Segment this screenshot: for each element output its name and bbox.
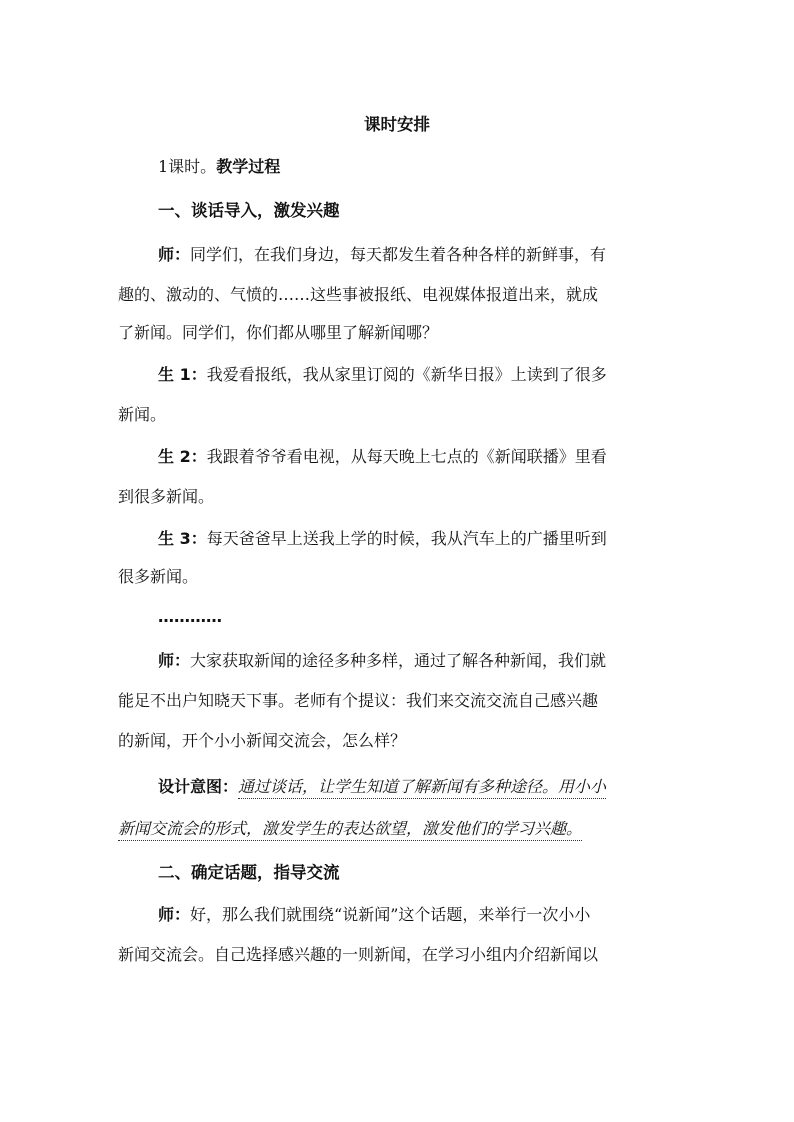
paragraph-text: 大家获取新闻的途径多种多样，通过了解各种新闻，我们就 bbox=[190, 651, 607, 670]
teacher1-line-3: 了新闻。同学们，你们都从哪里了解新闻哪？ bbox=[118, 323, 439, 342]
student2-line-1 bbox=[158, 446, 607, 468]
paragraph-text: 同学们，在我们身边，每天都发生着各种各样的新鲜事，有 bbox=[190, 245, 607, 264]
teacher2-line-3: 的新闻，开个小小新闻交流会，怎么样？ bbox=[118, 731, 407, 750]
design-intent-label: 设计意图： bbox=[158, 777, 239, 796]
section2-teacher-line-1 bbox=[158, 904, 590, 926]
paragraph-text: 我爱看报纸，我从家里订阅的《新华日报》上读到了很多 bbox=[206, 365, 607, 384]
teacher2-line-2: 能足不出户知晓天下事。老师有个提议：我们来交流交流自己感兴趣 bbox=[118, 691, 599, 710]
student1-line-2: 新闻。 bbox=[118, 405, 167, 424]
section2-heading: 二、确定话题，指导交流 bbox=[158, 863, 340, 882]
student3-line-1 bbox=[158, 528, 607, 550]
section1-heading: 一、谈话导入，激发兴趣 bbox=[158, 201, 340, 220]
teacher1-line-1 bbox=[158, 244, 606, 266]
speaker-label: 生 1： bbox=[158, 365, 207, 384]
page-title: 课时安排 bbox=[364, 115, 430, 134]
paragraph-text: 好，那么我们就围绕“说新闻”这个话题，来举行一次小小 bbox=[190, 905, 591, 924]
student3-line-2: 很多新闻。 bbox=[118, 567, 199, 586]
design-intent-text: 新闻交流会的形式，激发学生的表达欲望，激发他们的学习兴趣。 bbox=[118, 819, 582, 841]
lesson-line bbox=[158, 156, 280, 178]
design-intent-line-1 bbox=[158, 776, 606, 798]
design-intent-line-2 bbox=[118, 818, 582, 840]
section2-teacher-line-2: 新闻交流会。自己选择感兴趣的一则新闻，在学习小组内介绍新闻以 bbox=[118, 945, 599, 964]
speaker-label: 师： bbox=[158, 245, 191, 264]
student2-line-2: 到很多新闻。 bbox=[118, 487, 215, 506]
teacher1-line-2: 趣的、激动的、气愤的……这些事被报纸、电视媒体报道出来，就成 bbox=[118, 285, 599, 304]
lesson-process: 教学过程 bbox=[216, 157, 281, 176]
ellipsis: ………… bbox=[158, 607, 222, 626]
speaker-label: 生 3： bbox=[158, 529, 207, 548]
speaker-label: 师： bbox=[158, 651, 191, 670]
teacher2-line-1 bbox=[158, 650, 606, 672]
paragraph-text: 我跟着爷爷看电视，从每天晚上七点的《新闻联播》里看 bbox=[206, 447, 607, 466]
paragraph-text: 每天爸爸早上送我上学的时候，我从汽车上的广播里听到 bbox=[206, 529, 607, 548]
speaker-label: 生 2： bbox=[158, 447, 207, 466]
speaker-label: 师： bbox=[158, 905, 191, 924]
lesson-count: 1课时。 bbox=[158, 157, 217, 176]
design-intent-text: 通过谈话，让学生知道了解新闻有多种途径。用小小 bbox=[238, 777, 606, 799]
student1-line-1 bbox=[158, 364, 607, 386]
